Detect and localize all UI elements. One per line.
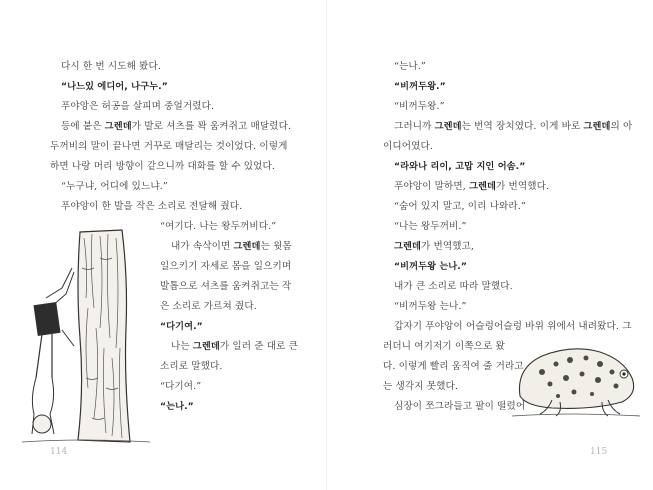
text-span: 하면 나랑 머리 방향이 같으니까 대화를 할 수 있었다.	[50, 161, 276, 172]
text-span: 푸야앙이 한 발을 작은 소리로 전달해 줬다.	[61, 201, 243, 212]
left-page-number: 114	[50, 447, 68, 457]
text-span: 이디어였다.	[383, 141, 433, 152]
text-line	[160, 381, 201, 393]
text-line	[50, 161, 275, 173]
text-line	[61, 121, 291, 133]
text-line	[383, 361, 524, 373]
text-span: “다기여.”	[160, 381, 202, 392]
text-line	[160, 401, 194, 413]
toad-illustration	[512, 338, 640, 418]
text-span: 일으키기 자세로 몸을 일으키며	[160, 261, 292, 272]
text-span: 다시 한 번 시도해 봤다.	[61, 61, 162, 72]
text-span: “누구냐, 어디에 있느냐.”	[61, 181, 168, 192]
text-span: 두꺼비의 말이 끝나면 거꾸로 매달리는 것이었다. 이렇게	[50, 141, 288, 152]
text-line	[61, 201, 242, 213]
text-span: 은 소리로 가르쳐 줬다.	[160, 301, 257, 312]
text-line	[394, 121, 632, 133]
text-line	[394, 221, 467, 233]
text-span: 는 생각지 못했다.	[383, 381, 459, 392]
tree-boy-drawing	[22, 228, 150, 446]
text-line	[394, 401, 525, 413]
text-line	[394, 161, 525, 173]
text-line	[160, 301, 257, 313]
text-line	[160, 261, 291, 273]
text-line	[394, 81, 446, 93]
text-line	[383, 341, 505, 353]
text-span: 러더니 여기저기 이쪽으로 왔	[383, 341, 505, 352]
text-span: 푸야앙은 허공을 살피며 중얼거렸다.	[61, 101, 215, 112]
bold-text: 그렌데	[469, 181, 496, 192]
bold-text: “는나.”	[160, 401, 194, 412]
bold-text: “다기여.”	[160, 321, 203, 332]
text-span: 내가 큰 소리로 따라 말했다.	[394, 281, 513, 292]
text-line	[61, 61, 161, 73]
text-line	[394, 201, 526, 213]
bold-text: 그렌데	[394, 241, 421, 252]
text-span: “숨어 있지 말고, 이리 나와라.”	[394, 201, 526, 212]
text-span: “나는 왕두꺼비.”	[394, 221, 467, 232]
text-line	[171, 341, 298, 353]
text-span: 의 아	[610, 121, 633, 132]
bold-text: 그렌데	[583, 121, 611, 132]
text-line	[160, 321, 203, 333]
text-span: 나는	[171, 341, 193, 352]
text-line	[394, 101, 445, 113]
text-line	[394, 321, 632, 333]
text-line	[61, 181, 168, 193]
text-line	[394, 301, 467, 313]
text-span: 가 발로 셔츠를 꽉 움켜쥐고 매달렸다.	[131, 121, 292, 132]
text-line	[383, 381, 458, 393]
text-line	[394, 181, 549, 193]
text-span: “는나.”	[394, 61, 426, 72]
right-page	[327, 0, 653, 490]
bold-text: “비꺼두왕 는나.”	[394, 261, 468, 272]
text-span: 심장이 쪼그라들고 팔이 떨렸어	[394, 401, 526, 412]
text-line	[61, 101, 214, 113]
right-page-number: 115	[590, 447, 608, 457]
toad-drawing	[512, 338, 640, 418]
text-span: 발톱으로 셔츠를 움켜쥐고는 작	[160, 281, 292, 292]
text-line	[61, 81, 168, 93]
text-span: 그러니까	[394, 121, 435, 132]
text-span: 가 번역했고,	[420, 241, 475, 252]
text-span: 는 윗몸	[260, 241, 292, 252]
text-line	[383, 141, 433, 153]
bold-text: 그렌데	[192, 341, 220, 352]
text-line	[160, 221, 276, 233]
bold-text: “나느있 에디어, 나구누.”	[61, 81, 168, 92]
text-line	[160, 361, 223, 373]
bold-text: 그렌데	[104, 121, 132, 132]
text-line	[160, 281, 291, 293]
bold-text: 그렌데	[434, 121, 462, 132]
text-span: 내가 속삭이면	[171, 241, 234, 252]
text-span: “비꺼두왕 는나.”	[394, 301, 467, 312]
bold-text: 그렌데	[233, 241, 261, 252]
text-line	[394, 281, 513, 293]
text-span: 가 일러 준 대로 큰	[219, 341, 298, 352]
text-span: 가 번역했다.	[495, 181, 550, 192]
bold-text: “비꺼두왕.”	[394, 81, 446, 92]
tree-illustration	[22, 228, 150, 446]
text-line	[394, 241, 474, 253]
text-line	[171, 241, 292, 253]
text-span: 소리로 말했다.	[160, 361, 223, 372]
left-page	[0, 0, 326, 490]
text-span: 갑자기 푸야앙이 어슬렁어슬렁 바위 위에서 내려왔다. 그	[394, 321, 632, 332]
text-span: 등에 붙은	[61, 121, 105, 132]
bold-text: “라와나 리이, 고맙 지인 어솜.”	[394, 161, 526, 172]
text-line	[50, 141, 288, 153]
text-span: 푸야앙이 말하면,	[394, 181, 470, 192]
text-line	[394, 261, 467, 273]
text-line	[394, 61, 426, 73]
text-span: “여기다. 나는 왕두꺼비다.”	[160, 221, 277, 232]
text-span: 다. 이렇게 빨리 움직여 줄 거라고	[383, 361, 524, 372]
text-span: “비꺼두왕.”	[394, 101, 445, 112]
text-span: 는 번역 장치였다. 이게 바로	[461, 121, 584, 132]
